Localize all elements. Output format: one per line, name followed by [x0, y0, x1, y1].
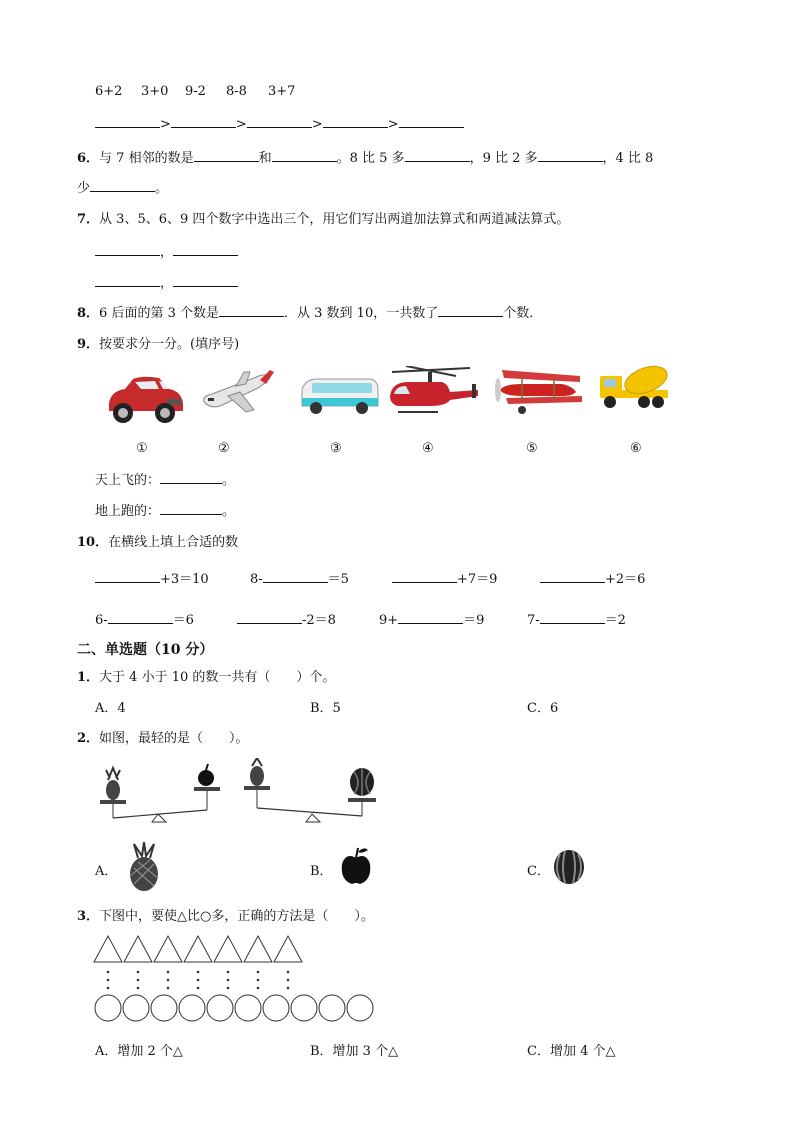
- triangle: [184, 936, 212, 962]
- q10-item: [527, 609, 626, 628]
- answer-blank[interactable]: [95, 272, 160, 287]
- mc2-option-b[interactable]: B．: [310, 864, 333, 879]
- triangle: [154, 936, 182, 962]
- mc1-option-b[interactable]: B．5: [310, 701, 341, 716]
- q5-expr-5: 3+7: [268, 84, 296, 99]
- mc1-text: 大于 4 小于 10 的数一共有（ ）个。: [99, 670, 336, 685]
- q8-text-3: 个数．: [503, 306, 543, 321]
- period: 。: [222, 504, 236, 519]
- q5-expr-3: 9-2: [185, 84, 206, 99]
- cement-truck-icon: [598, 362, 672, 412]
- q10-item: [95, 609, 194, 628]
- q9-ground: [95, 500, 235, 519]
- comma: ，: [160, 245, 174, 260]
- q8-text-2: ．从 3 数到 10，一共数了: [284, 306, 439, 321]
- circle: [207, 995, 233, 1021]
- triangle: [274, 936, 302, 962]
- label-4: ④: [422, 441, 434, 456]
- answer-blank[interactable]: [108, 609, 173, 624]
- q10-pre: 7-: [527, 613, 540, 628]
- question-number: 1．: [77, 670, 100, 685]
- q9-text: 按要求分一分。(填序号): [99, 337, 240, 352]
- question-number: 2．: [77, 731, 100, 746]
- circle: [347, 995, 373, 1021]
- q7-row1: [95, 241, 238, 260]
- q10-item: [95, 568, 209, 587]
- q9-line: [77, 333, 239, 352]
- q10-post: -2＝8: [302, 613, 336, 628]
- pineapple-icon: [124, 842, 164, 892]
- q10-post: +3＝10: [160, 572, 209, 587]
- gt-sign: >: [311, 117, 323, 132]
- answer-blank[interactable]: [540, 568, 605, 583]
- circle: [319, 995, 345, 1021]
- gt-sign: >: [387, 117, 399, 132]
- q6-text-4: ，9 比 2 多: [469, 151, 538, 166]
- question-number: 8．: [77, 306, 100, 321]
- gt-sign: >: [160, 117, 171, 132]
- mc2-line: [77, 727, 249, 746]
- answer-blank[interactable]: [247, 113, 312, 128]
- answer-blank[interactable]: [323, 113, 388, 128]
- q5-expr-1: 6+2: [95, 84, 123, 99]
- q10-item: [237, 609, 336, 628]
- section-title: 二、单选题（10 分）: [77, 642, 214, 658]
- q10-pre: 9+: [379, 613, 399, 628]
- answer-blank[interactable]: [95, 241, 160, 256]
- answer-blank[interactable]: [160, 469, 222, 484]
- q7-line: [77, 208, 569, 227]
- circle: [151, 995, 177, 1021]
- circle: [95, 995, 121, 1021]
- q10-post: +7＝9: [457, 572, 498, 587]
- q8-line: [77, 302, 542, 321]
- q5-expr-4: 8-8: [226, 84, 247, 99]
- q10-pre: 8-: [250, 572, 263, 587]
- q9-sky-label: 天上飞的：: [95, 473, 161, 488]
- q10-item: [392, 568, 497, 587]
- q7-row2: [95, 272, 238, 291]
- q10-item: [250, 568, 349, 587]
- triangle: [124, 936, 152, 962]
- q6-text-1: 与 7 相邻的数是: [99, 151, 194, 166]
- q6-text-2: 和: [258, 151, 272, 166]
- answer-blank[interactable]: [237, 609, 302, 624]
- answer-blank[interactable]: [272, 147, 337, 162]
- q6-text-5: ，4 比 8: [602, 151, 654, 166]
- q9-ground-label: 地上跑的：: [95, 504, 161, 519]
- mc3-option-b[interactable]: B．增加 3 个△: [310, 1044, 399, 1059]
- airplane-icon: [198, 368, 278, 416]
- question-number: 6．: [77, 151, 100, 166]
- q10-item: [540, 568, 645, 587]
- circle: [235, 995, 261, 1021]
- q5-expr-2: 3+0: [141, 84, 169, 99]
- apple-icon: [340, 846, 372, 886]
- car-icon: [103, 373, 185, 425]
- q5-answer-row: [95, 113, 464, 132]
- q6-line1: [77, 147, 653, 166]
- q6-text-3: 。8 比 5 多: [336, 151, 405, 166]
- answer-blank[interactable]: [398, 609, 463, 624]
- label-6: ⑥: [630, 441, 642, 456]
- apple-icon: [198, 764, 214, 786]
- answer-blank[interactable]: [392, 568, 457, 583]
- mc3-option-c[interactable]: C．增加 4 个△: [527, 1044, 616, 1059]
- answer-blank[interactable]: [540, 609, 605, 624]
- circle: [291, 995, 317, 1021]
- label-3: ③: [330, 441, 342, 456]
- period: 。: [222, 473, 236, 488]
- triangle: [244, 936, 272, 962]
- balance-scale-1: [96, 760, 232, 826]
- q10-post: ＝6: [172, 613, 194, 628]
- label-1: ①: [136, 441, 148, 456]
- answer-blank[interactable]: [219, 302, 284, 317]
- pineapple-icon: [250, 758, 264, 786]
- answer-blank[interactable]: [95, 113, 160, 128]
- q10-post: ＝2: [604, 613, 626, 628]
- mc2-option-a[interactable]: A．: [95, 864, 118, 879]
- answer-blank[interactable]: [173, 272, 238, 287]
- answer-blank[interactable]: [538, 147, 603, 162]
- question-number: 10．: [77, 535, 109, 550]
- comma: ，: [160, 276, 174, 291]
- mc1-option-c[interactable]: C．6: [527, 701, 559, 716]
- mc3-line: [77, 905, 374, 924]
- answer-blank[interactable]: [405, 147, 470, 162]
- mc3-option-a[interactable]: A．增加 2 个△: [95, 1044, 183, 1059]
- answer-blank[interactable]: [95, 568, 160, 583]
- q10-post: ＝9: [463, 613, 485, 628]
- q10-item: [379, 609, 484, 628]
- watermelon-icon: [552, 848, 586, 886]
- mc2-option-c[interactable]: C．: [527, 864, 550, 879]
- mc2-text: 如图，最轻的是（ ）。: [99, 731, 249, 746]
- label-2: ②: [218, 441, 230, 456]
- answer-blank[interactable]: [90, 177, 155, 192]
- q6-text-7: 。: [155, 181, 169, 196]
- triangles-circles-figure: [92, 934, 384, 1026]
- bus-icon: [298, 376, 380, 416]
- q10-post: ＝5: [327, 572, 349, 587]
- answer-blank[interactable]: [194, 147, 259, 162]
- answer-blank[interactable]: [263, 568, 328, 583]
- circle: [123, 995, 149, 1021]
- answer-blank[interactable]: [171, 113, 236, 128]
- circle: [179, 995, 205, 1021]
- q9-sky: [95, 469, 235, 488]
- gt-sign: >: [235, 117, 247, 132]
- q6-text-6: 少: [77, 181, 91, 196]
- circle: [263, 995, 289, 1021]
- mc1-option-a[interactable]: A．4: [95, 701, 126, 716]
- answer-blank[interactable]: [173, 241, 238, 256]
- triangle: [94, 936, 122, 962]
- q10-line: [77, 531, 238, 550]
- helicopter-icon: [386, 366, 480, 416]
- mc1-line: [77, 666, 335, 685]
- balance-scale-2: [238, 758, 384, 826]
- label-5: ⑤: [526, 441, 538, 456]
- q10-text: 在横线上填上合适的数: [108, 535, 239, 550]
- q6-line2: [77, 177, 168, 196]
- question-number: 9．: [77, 337, 100, 352]
- watermelon-icon: [350, 768, 374, 796]
- answer-blank[interactable]: [438, 302, 503, 317]
- q7-text: 从 3、5、6、9 四个数字中选出三个，用它们写出两道加法算式和两道减法算式。: [99, 212, 570, 227]
- answer-blank[interactable]: [160, 500, 222, 515]
- q10-post: +2＝6: [605, 572, 646, 587]
- pineapple-icon: [106, 768, 120, 800]
- triangle: [214, 936, 242, 962]
- answer-blank[interactable]: [399, 113, 464, 128]
- biplane-icon: [492, 366, 588, 416]
- q10-pre: 6-: [95, 613, 108, 628]
- question-number: 3．: [77, 909, 100, 924]
- q8-text-1: 6 后面的第 3 个数是: [99, 306, 219, 321]
- question-number: 7．: [77, 212, 100, 227]
- mc3-text: 下图中，要使△比○多，正确的方法是（ ）。: [99, 909, 374, 924]
